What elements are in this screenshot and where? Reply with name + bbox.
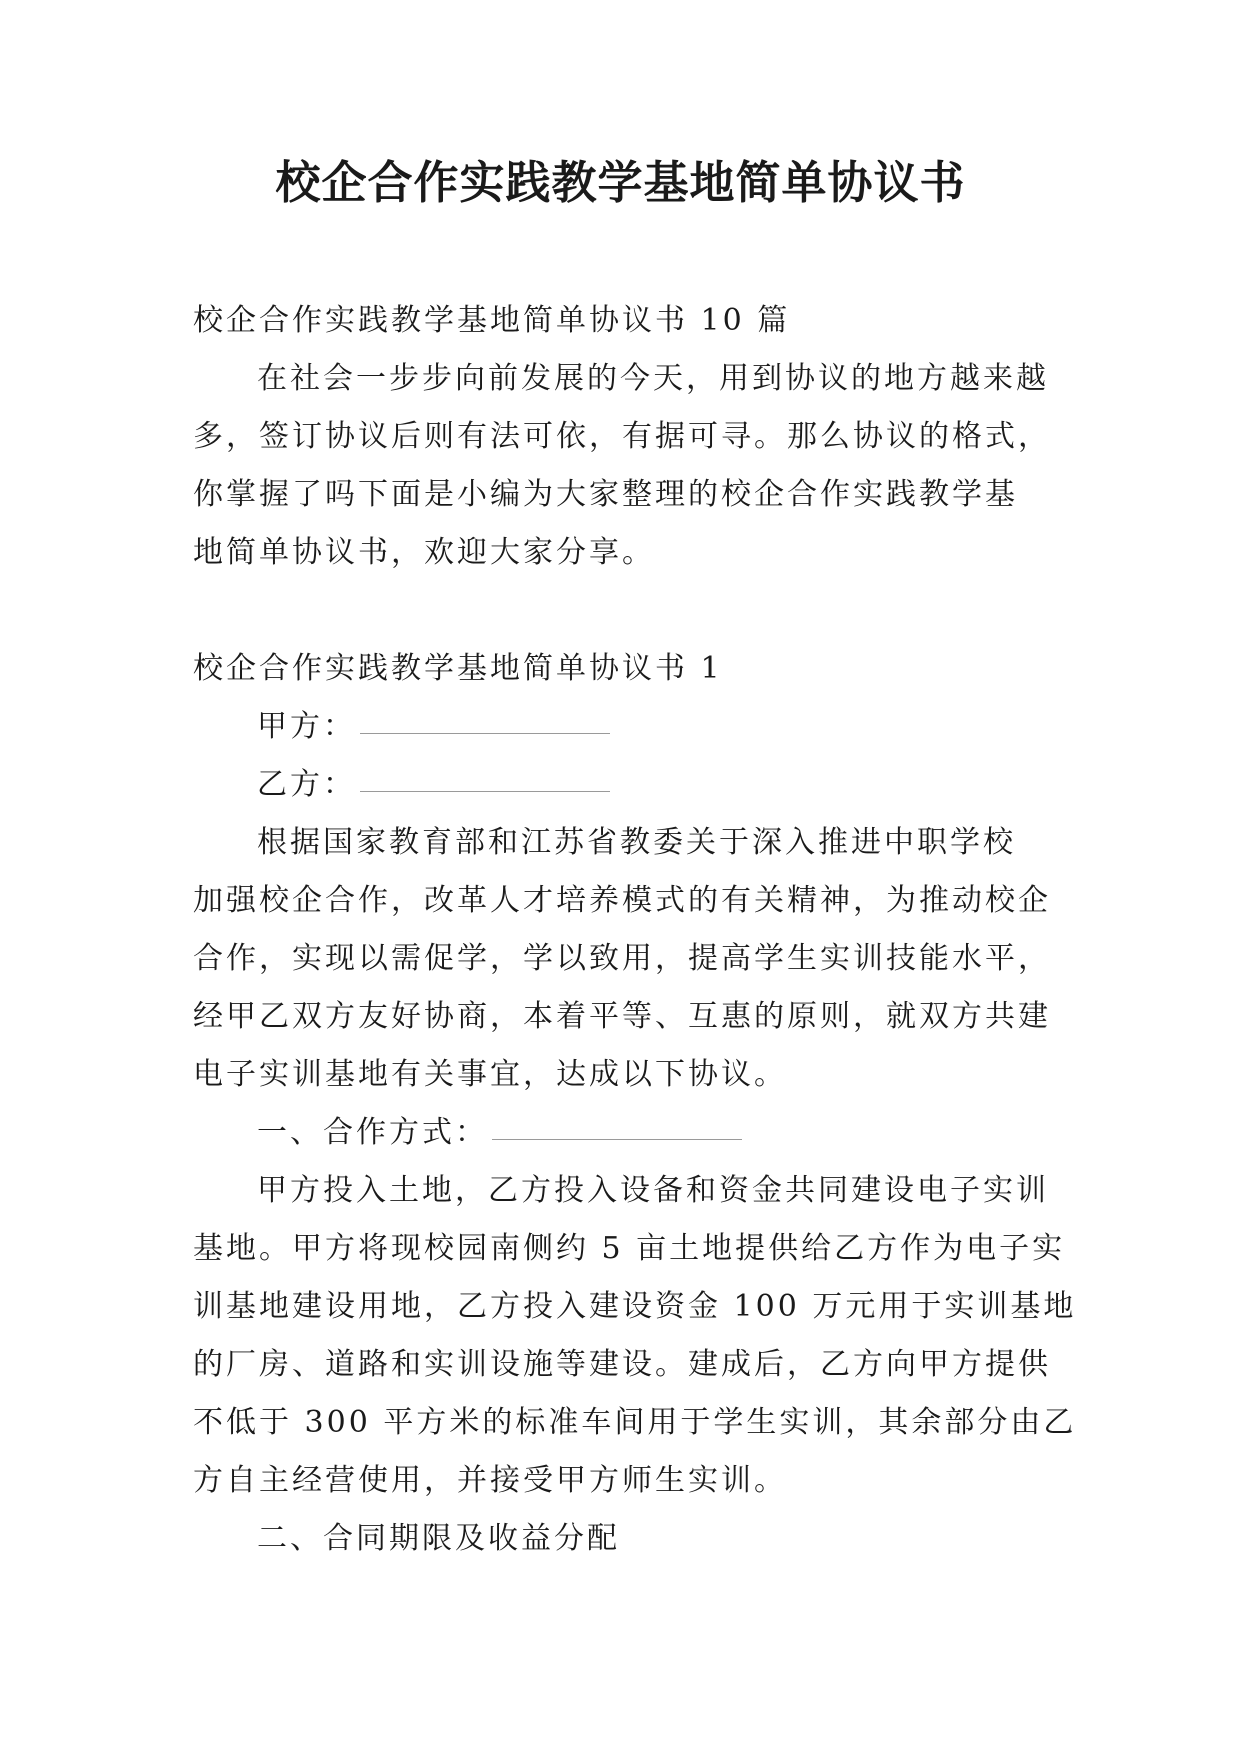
clause1-line: 基地。甲方将现校园南侧约 5 亩土地提供给乙方作为电子实 xyxy=(193,1231,1066,1266)
clause1-line: 的厂房、道路和实训设施等建设。建成后，乙方向甲方提供 xyxy=(193,1347,1051,1382)
party-b-label: 乙方： xyxy=(257,767,356,802)
section-heading: 校企合作实践教学基地简单协议书 1 xyxy=(193,651,723,686)
preamble-line: 电子实训基地有关事宜，达成以下协议。 xyxy=(193,1057,787,1092)
collection-heading: 校企合作实践教学基地简单协议书 10 篇 xyxy=(193,303,791,338)
clause1-line: 方自主经营使用，并接受甲方师生实训。 xyxy=(193,1463,787,1498)
clause2-heading: 二、合同期限及收益分配 xyxy=(257,1521,620,1556)
party-b-blank-line xyxy=(360,771,610,792)
party-a-label: 甲方： xyxy=(257,709,356,744)
paragraph-gap xyxy=(193,582,1073,640)
intro-line: 多，签订协议后则有法可依，有据可寻。那么协议的格式， xyxy=(193,419,1051,454)
clause1-blank-line xyxy=(492,1119,742,1140)
clause1-line: 训基地建设用地，乙方投入建设资金 100 万元用于实训基地 xyxy=(193,1289,1077,1324)
preamble-line: 经甲乙双方友好协商，本着平等、互惠的原则，就双方共建 xyxy=(193,999,1051,1034)
preamble-line: 合作，实现以需促学，学以致用，提高学生实训技能水平， xyxy=(193,941,1051,976)
intro-line: 你掌握了吗下面是小编为大家整理的校企合作实践教学基 xyxy=(193,477,1018,512)
party-b-row xyxy=(193,756,1073,814)
party-a-row xyxy=(193,698,1073,756)
document-body xyxy=(193,292,1077,1568)
document-title: 校企合作实践教学基地简单协议书 xyxy=(275,156,966,209)
preamble-line: 根据国家教育部和江苏省教委关于深入推进中职学校 xyxy=(257,825,1016,860)
clause1-row xyxy=(193,1104,1073,1162)
intro-line: 在社会一步步向前发展的今天，用到协议的地方越来越 xyxy=(257,361,1049,396)
clause1-line: 不低于 300 平方米的标准车间用于学生实训，其余部分由乙 xyxy=(193,1405,1077,1440)
intro-line: 地简单协议书，欢迎大家分享。 xyxy=(193,535,655,570)
clause1-label: 一、合作方式： xyxy=(257,1115,488,1150)
preamble-line: 加强校企合作，改革人才培养模式的有关精神，为推动校企 xyxy=(193,883,1051,918)
party-a-blank-line xyxy=(360,713,610,734)
clause1-line: 甲方投入土地，乙方投入设备和资金共同建设电子实训 xyxy=(257,1173,1049,1208)
